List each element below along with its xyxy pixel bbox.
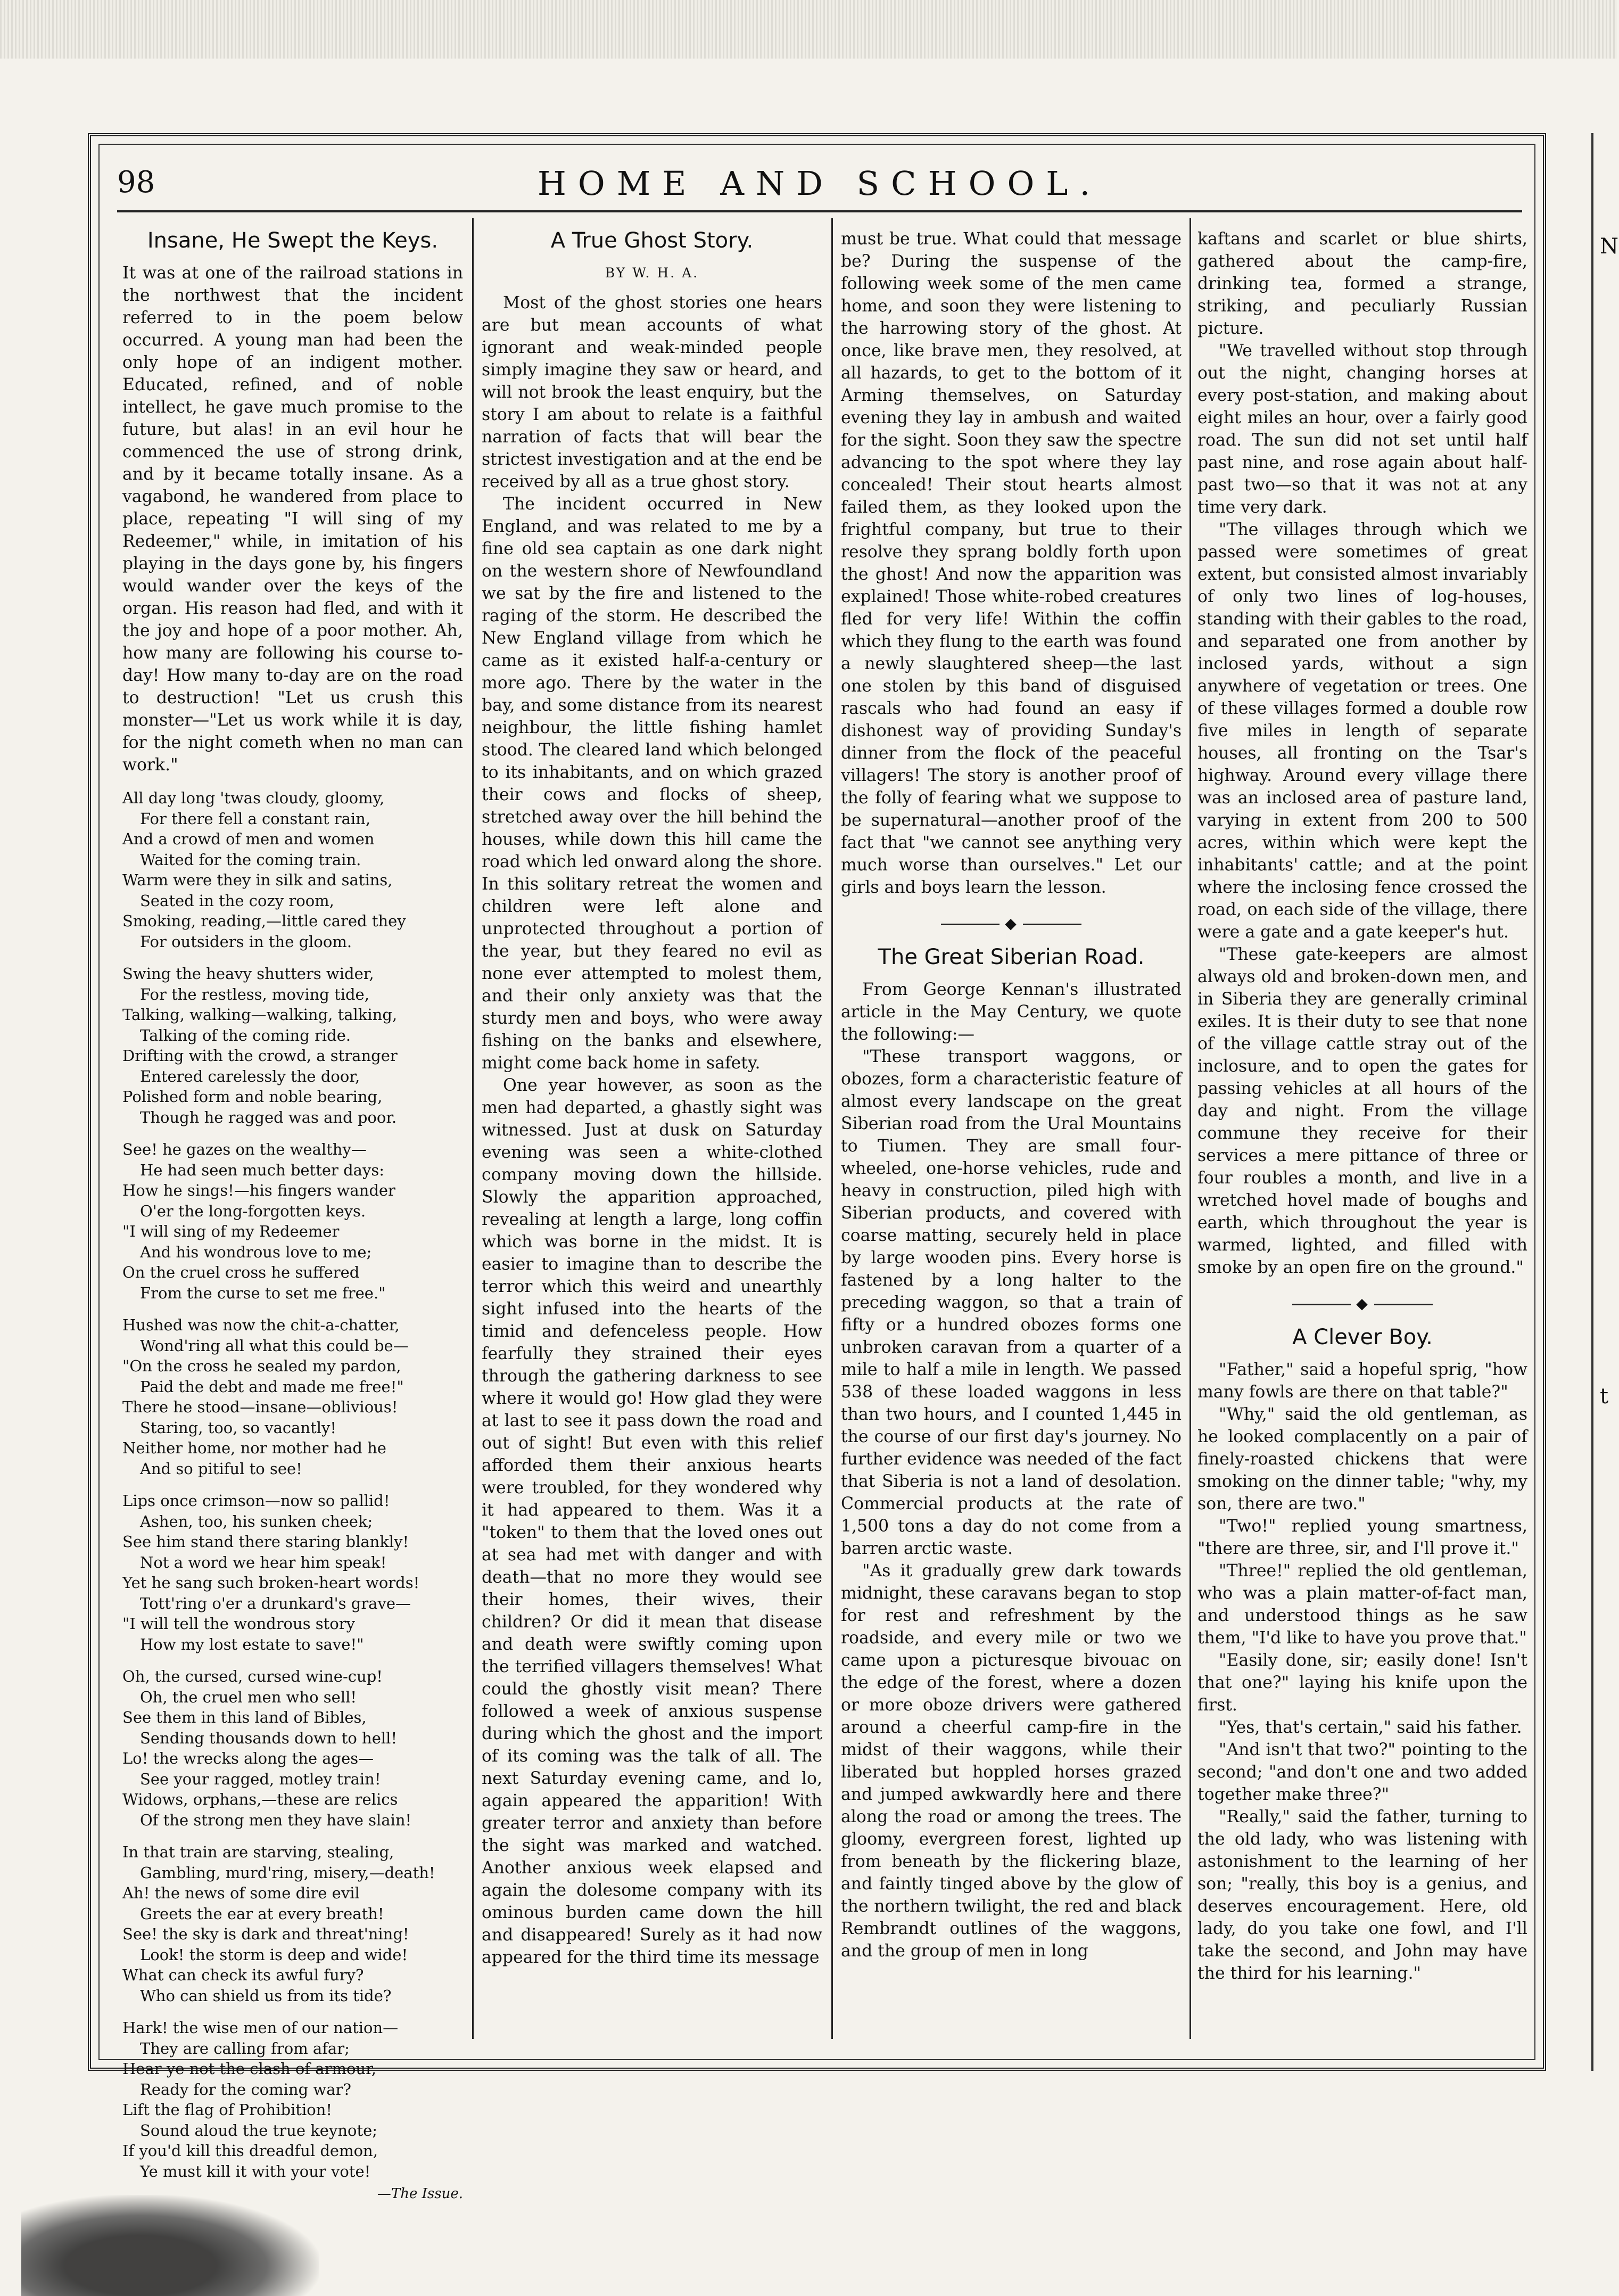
column-divider: [1190, 218, 1191, 2039]
article-paragraph: "These transport waggons, or obozes, form a characteristic feature of almost every landscape on the great Siberian road from the Ural Mountains to Tiumen. They are small four-wheeled, one-horse vehicles, rude and heavy in construction, piled high with Siberian products, and covered with coarse matting, securely held in place by large wooden pins. Every horse is fastened by a long halter to the preceding waggon, so that a train of fifty or a hundred obozes forms one unbroken caravan from a quarter of a mile to half a mile in length. We passed 538 of these loaded waggons in less than two hours, and I counted 1,445 in the course of our first day's journey. No further evidence was needed of the fact that Siberia is not a land of desolation. Commercial products at the rate of 1,500 tons a day do not come from a barren arctic waste.: [841, 1047, 1182, 1558]
article-paragraph: Most of the ghost stories one hears are but mean accounts of what ignorant and weak-minded people simply imagine they saw or heard, and will not brook the least enquiry, but the story I am about to relate is a faithful narration of facts that will bear the strictest investigation and at the end be received by all as a true ghost story.: [482, 293, 822, 491]
stanza: [122, 1842, 463, 2006]
poem-line: Oh, the cursed, cursed wine-cup!: [122, 1667, 383, 1685]
poem-line: Paid the debt and made me free!": [140, 1377, 404, 1396]
page-header: [117, 160, 1522, 218]
poem-line: Staring, too, so vacantly!: [140, 1418, 337, 1437]
running-title: HOME AND SCHOOL.: [537, 164, 1102, 203]
section-ornament: ◆: [841, 912, 1182, 935]
poem-line: "I will sing of my Redeemer: [122, 1222, 340, 1240]
poem-line: In that train are starving, stealing,: [122, 1843, 394, 1861]
poem-line: See! he gazes on the wealthy—: [122, 1140, 367, 1158]
poem-line: Swing the heavy shutters wider,: [122, 965, 374, 983]
poem-line: They are calling from afar;: [140, 2039, 350, 2058]
stanza: [122, 1666, 463, 1830]
poem-line: Wond'ring all what this could be—: [140, 1336, 409, 1355]
article-title: A True Ghost Story.: [550, 228, 754, 253]
poem-line: Talking of the coming ride.: [140, 1026, 351, 1044]
article-continuation: must be true. What could that message be? During the suspense of the following week some of the men came home, and soon they were listening to the harrowing story of the ghost. At once, like brave men, they resolved, at all hazards, to get to the bottom of it Arming themselves, on Saturday evening they lay in ambush and waited for the sight. Soon they saw the spectre advancing to the spot where they lay concealed! Their stout hearts almost failed them, as they looked upon the frightful company, but true to their resolve they sprang boldly forth upon the ghost! And now the apparition was explained! Those white-robed creatures fled for very life! Within the coffin which they flung to the earth was found a newly slaughtered sheep—the last one stolen by this band of disguised rascals who had found an easy if dishonest way of providing Sunday's dinner from the flock of the peaceful villagers! The story is another proof of the folly of fearing what we suppose to be supernatural—another proof of the fact that "we cannot see anything very much worse than ourselves." Let our girls and boys learn the lesson.: [841, 229, 1182, 897]
stanza: [122, 2018, 463, 2182]
article-paragraph: "Easily done, sir; easily done! Isn't that one?" laying his knife upon the first.: [1197, 1651, 1527, 1715]
poem-line: O'er the long-forgotten keys.: [140, 1202, 366, 1220]
poem-line: Sending thousands down to hell!: [140, 1729, 398, 1747]
article-paragraph: "Father," said a hopeful sprig, "how many fowls are there on that table?": [1197, 1360, 1527, 1402]
poem-line: Yet he sang such broken-heart words!: [122, 1574, 420, 1592]
article-paragraph: From George Kennan's illustrated article in the May Century, we quote the following:—: [841, 980, 1182, 1044]
poem-line: Who can shield us from its tide?: [140, 1986, 392, 2005]
article-title: Insane, He Swept the Keys.: [147, 228, 439, 253]
poem-line: See him stand there staring blankly!: [122, 1533, 409, 1551]
poem-line: How he sings!—his fingers wander: [122, 1181, 395, 1199]
article-paragraph: "Why," said the old gentleman, as he looked complacently on a pair of finely-roasted chickens that were smoking on the dinner table; "why, my son, there are two.": [1197, 1405, 1527, 1513]
poem-line: And a crowd of men and women: [122, 830, 375, 848]
column-3: [841, 218, 1182, 2039]
article-paragraph: "Three!" replied the old gentleman, who was a plain matter-of-fact man, and understood things as he saw them, "I'd like to have you prove that.": [1197, 1561, 1527, 1648]
article-title: A Clever Boy.: [1292, 1325, 1433, 1349]
poem-line: Seated in the cozy room,: [140, 891, 334, 910]
poem-line: All day long 'twas cloudy, gloomy,: [122, 789, 385, 807]
poem-line: Not a word we hear him speak!: [140, 1553, 387, 1571]
poem-line: From the curse to set me free.": [140, 1283, 386, 1302]
poem-line: Ready for the coming war?: [140, 2080, 351, 2099]
poem-line: See! the sky is dark and threat'ning!: [122, 1925, 409, 1943]
column-divider: [472, 218, 474, 2039]
poem-line: Warm were they in silk and satins,: [122, 871, 393, 889]
article-title: The Great Siberian Road.: [878, 945, 1145, 969]
stanza: [122, 964, 463, 1128]
poem-line: Waited for the coming train.: [140, 850, 361, 869]
poem-line: See your ragged, motley train!: [140, 1770, 381, 1788]
poem-line: Though he ragged was and poor.: [140, 1108, 397, 1126]
article-paragraph: "We travelled without stop through out the night, changing horses at every post-station, and making about eight miles an hour, over a fairly good road. The sun did not set until half past nine, and rose again about half-past two—so that it was not at any time very dark.: [1197, 341, 1527, 517]
poem-line: Lift the flag of Prohibition!: [122, 2101, 333, 2119]
poem-line: And his wondrous love to me;: [140, 1242, 372, 1261]
page-number: 98: [117, 165, 155, 200]
poem-line: Neither home, nor mother had he: [122, 1439, 386, 1457]
poem-line: Entered carelessly the door,: [140, 1067, 360, 1085]
adjacent-page-edge: [1591, 133, 1619, 2071]
poem-line: "On the cross he sealed my pardon,: [122, 1357, 401, 1375]
poem-line: Ashen, too, his sunken cheek;: [140, 1512, 373, 1530]
header-rule: [117, 210, 1522, 212]
poem-source: —The Issue.: [377, 2186, 463, 2202]
poem-line: Sound aloud the true keynote;: [140, 2121, 378, 2139]
poem-line: Ye must kill it with your vote!: [140, 2162, 371, 2180]
poem-line: What can check its awful fury?: [122, 1966, 364, 1984]
column-1: [122, 218, 463, 2202]
poem-line: How my lost estate to save!": [140, 1635, 364, 1653]
poem-line: Polished form and noble bearing,: [122, 1088, 383, 1106]
article-continuation: kaftans and scarlet or blue shirts, gathered about the camp-fire, drinking tea, formed a strange, striking, and peculiarly Russian picture.: [1197, 229, 1527, 338]
article-byline: BY W. H. A.: [605, 265, 699, 281]
adjacent-page-fragment: N: [1600, 234, 1618, 259]
scan-noise-top: [0, 0, 1617, 59]
poem-line: "I will tell the wondrous story: [122, 1615, 356, 1633]
poem-line: Hark! the wise men of our nation—: [122, 2019, 399, 2037]
article-paragraph: The incident occurred in New England, and was related to me by a fine old sea captain as one dark night on the western shore of Newfoundland we sat by the fire and listened to the raging of the storm. He described the New England village from which he came as it existed half-a-century or more ago. There by the water in the bay, and some distance from its nearest neighbour, the little fishing hamlet stood. The cleared land which belonged to its inhabitants, and on which grazed their cows and flocks of sheep, stretched away over the hill behind the houses, while down this hill came the road which led onward along the shore. In this solitary retreat the women and children were left alone and unprotected throughout a portion of the year, but they feared no evil as none ever attempted to molest them, and their only anxiety was that the sturdy men and boys, who were away fishing on the banks and elsewhere, might come back home in safety.: [482, 495, 822, 1073]
article-paragraph: "Yes, that's certain," said his father.: [1219, 1718, 1522, 1737]
poem-line: There he stood—insane—oblivious!: [122, 1398, 398, 1416]
poem-line: Oh, the cruel men who sell!: [140, 1688, 357, 1706]
poem-line: For the restless, moving tide,: [140, 985, 369, 1003]
adjacent-page-fragment: t: [1600, 1384, 1609, 1409]
section-ornament: ◆: [1197, 1293, 1527, 1315]
stanza: [122, 1491, 463, 1655]
article-paragraph: "As it gradually grew dark towards midnight, these caravans began to stop for rest and refreshment by the roadside, and every mile or two we came upon a picturesque bivouac on the edge of the forest, where a dozen or more oboze drivers were gathered around a cheerful camp-fire in the midst of their waggons, while their liberated but hoppled horses grazed and jumped awkwardly here and there along the road or among the trees. The gloomy, evergreen forest, lighted up from beneath by the flickering blaze, and faintly tinged above by the glow of the northern twilight, the red and black Rembrandt outlines of the waggons, and the group of men in long: [841, 1561, 1182, 1961]
poem-line: Lo! the wrecks along the ages—: [122, 1749, 374, 1767]
column-2: [482, 218, 822, 2039]
poem-line: Hushed was now the chit-a-chatter,: [122, 1316, 400, 1334]
column-4: [1197, 218, 1527, 2039]
poem-line: Widows, orphans,—these are relics: [122, 1790, 398, 1808]
article-paragraph: "The villages through which we passed were sometimes of great extent, but consisted almost invariably of only two lines of log-houses, standing with their gables to the road, and separated one from another by inclosed yards, without a sign anywhere of vegetation or trees. One of these villages formed a double row five miles in length of separate houses, all fronting on the Tsar's highway. Around every village there was an inclosed area of pasture land, varying in extent from 200 to 500 acres, within which were kept the inhabitants' cattle; and at the point where the inclosing fence crossed the road, on each side of the village, there were a gate and a gate keeper's hut.: [1197, 520, 1527, 942]
poem-line: Gambling, murd'ring, misery,—death!: [140, 1863, 435, 1882]
poem-line: Tott'ring o'er a drunkard's grave—: [140, 1594, 411, 1612]
poem-line: Hear ye not the clash of armour,: [122, 2060, 376, 2078]
article-paragraph: One year however, as soon as the men had departed, a ghastly sight was witnessed. Just at dusk on Saturday evening was seen a white-clothed company moving down the hillside. Slowly the apparition approached, revealing at length a large, long coffin which was borne in the midst. It is easier to imagine than to describe the terror which this weird and unearthly sight infused into the hearts of the timid and defenceless people. How fearfully they strained their eyes through the gathering darkness to see where it would go! How glad they were at last to see it pass down the road and out of sight! But even with this relief afforded them their anxious hearts were troubled, for they wondered why it had appeared to them. Was it a "token" to them that the loved ones out at sea had met with danger and with death—that no more they would see their homes, their wives, their children? Or did it mean that disease and death were swiftly coming upon the terrified villagers themselves! What could the ghostly visit mean? There followed a week of anxious suspense during which the ghost and the import of its coming was the talk of all. The next Saturday evening came, and lo, again appeared the apparition! With greater terror and anxiety than before the sight was marked and watched. Another anxious week elapsed and again the dolesome company with its ominous burden came down the hill and disappeared! Surely as it had now appeared for the third time its message: [482, 1076, 822, 1967]
scan-smudge-bottom: [21, 2195, 319, 2296]
poem-line: Look! the storm is deep and wide!: [140, 1945, 408, 1964]
article-paragraph: "Really," said the father, turning to the old lady, who was listening with astonishment to the learning of her son; "really, this boy is a genius, and deserves encouragement. Here, old lady, do you take one fowl, and I'll take the second, and John may have the third for his learning.": [1197, 1807, 1527, 1983]
poem-line: See them in this land of Bibles,: [122, 1708, 367, 1726]
poem: [122, 788, 463, 2204]
stanza: [122, 788, 463, 952]
column-divider: [831, 218, 833, 2039]
poem-line: For there fell a constant rain,: [140, 809, 371, 828]
poem-line: If you'd kill this dreadful demon,: [122, 2142, 378, 2160]
stanza: [122, 1139, 463, 1303]
poem-line: Ah! the news of some dire evil: [122, 1884, 360, 1902]
poem-line: Greets the ear at every breath!: [140, 1904, 384, 1923]
article-intro: It was at one of the railroad stations in the northwest that the incident referred to in the poem below occurred. A young man had been the only hope of an indigent mother. Educated, refined, and of noble intellect, he gave much promise to the future, but alas! in an evil hour he commenced the use of strong drink, and by it became totally insane. As a vagabond, he wandered from place to place, repeating "I will sing of my Redeemer," while, in imitation of his playing in the days gone by, his fingers would wander over the keys of the organ. His reason had fled, and with it the joy and hope of a poor mother. Ah, how many are following his course to-day! How many to-day are on the road to destruction! "Let us crush this monster—"Let us work while it is day, for the night cometh when no man can work.": [122, 264, 463, 775]
poem-line: Of the strong men they have slain!: [140, 1811, 412, 1829]
stanza: [122, 1315, 463, 1479]
poem-line: For outsiders in the gloom.: [140, 932, 352, 951]
poem-line: Drifting with the crowd, a stranger: [122, 1047, 398, 1065]
poem-line: Smoking, reading,—little cared they: [122, 912, 406, 930]
poem-line: He had seen much better days:: [140, 1161, 385, 1179]
article-paragraph: "Two!" replied young smartness, "there are three, sir, and I'll prove it.": [1197, 1517, 1527, 1558]
article-paragraph: "And isn't that two?" pointing to the second; "and don't one and two added together make three?": [1197, 1740, 1527, 1804]
poem-line: Talking, walking—walking, talking,: [122, 1006, 398, 1024]
poem-line: And so pitiful to see!: [140, 1459, 302, 1478]
article-paragraph: "These gate-keepers are almost always old and broken-down men, and in Siberia they are generally criminal exiles. It is their duty to see that none of the village cattle stray out of the inclosure, and to open the gates for passing vehicles at all hours of the day and night. From the village commune they receive for their services a mere pittance of three or four roubles a month, and live in a wretched hovel made of boughs and earth, which throughout the year is warmed, lighted, and filled with smoke by an open fire on the ground.": [1197, 945, 1527, 1277]
poem-line: Lips once crimson—now so pallid!: [122, 1492, 390, 1510]
poem-line: On the cruel cross he suffered: [122, 1263, 360, 1281]
